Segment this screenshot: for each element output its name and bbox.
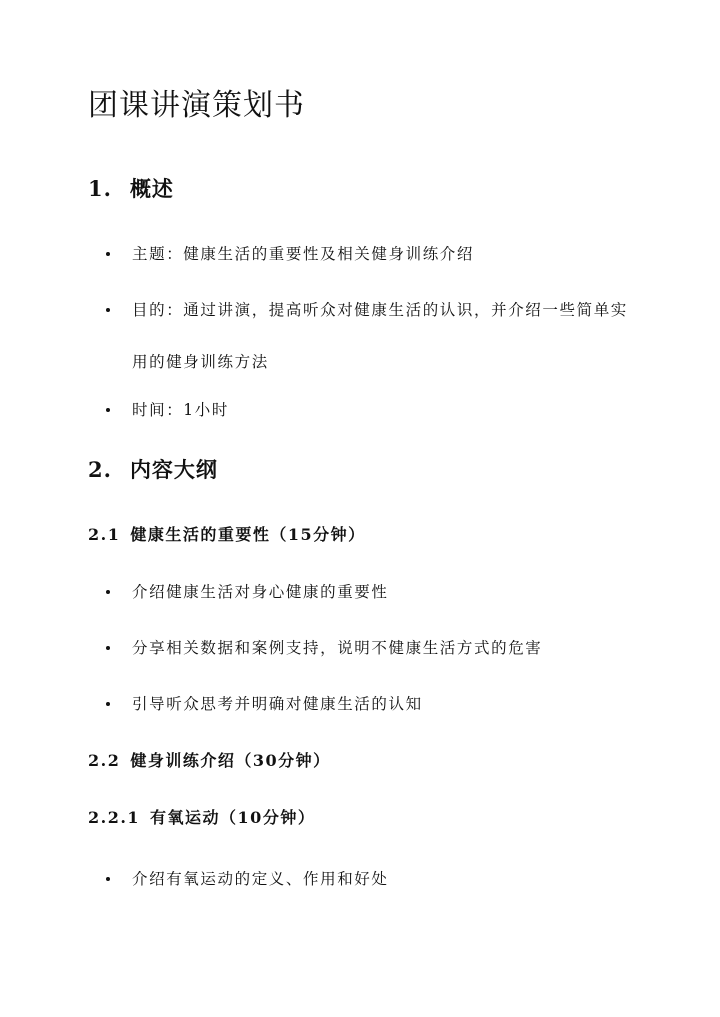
list-item-text: 目的：通过讲演，提高听众对健康生活的认识，并介绍一些简单实用的健身训练方法 <box>132 301 628 371</box>
list-item-text: 介绍有氧运动的定义、作用和好处 <box>132 870 389 888</box>
bullet-dot <box>106 252 110 256</box>
subsection-number: 2.2.1 <box>88 808 141 827</box>
subsection-heading-2-1 <box>88 522 366 548</box>
list-item-text: 介绍健康生活对身心健康的重要性 <box>132 583 389 601</box>
section-title: 概述 <box>129 176 174 201</box>
section-number: 1. <box>88 176 112 201</box>
list-item <box>106 566 642 618</box>
bullet-dot <box>106 590 110 594</box>
bullet-dot <box>106 308 110 312</box>
list-item <box>106 384 642 436</box>
subsection-heading-2-2 <box>88 748 331 774</box>
subsection-title: 健康生活的重要性（15分钟） <box>130 525 366 544</box>
list-item <box>106 284 642 388</box>
section-number: 2. <box>88 457 112 482</box>
bullet-dot <box>106 646 110 650</box>
subsection-title: 健身训练介绍（30分钟） <box>130 751 331 770</box>
subsection-title: 有氧运动（10分钟） <box>150 808 316 827</box>
list-item-text: 分享相关数据和案例支持，说明不健康生活方式的危害 <box>132 639 543 657</box>
list-item-text: 主题：健康生活的重要性及相关健身训练介绍 <box>132 245 475 263</box>
document-title: 团课讲演策划书 <box>88 88 305 123</box>
bullet-dot <box>106 702 110 706</box>
subsection-heading-2-2-1 <box>88 805 315 831</box>
list-item-text: 时间：1小时 <box>132 401 229 419</box>
section-heading-outline <box>88 455 218 485</box>
bullet-dot <box>106 877 110 881</box>
subsection-number: 2.2 <box>88 751 121 770</box>
list-item <box>106 228 642 280</box>
list-item <box>106 853 642 905</box>
list-item <box>106 678 642 730</box>
section-title: 内容大纲 <box>129 457 218 482</box>
section-heading-overview <box>88 174 174 204</box>
list-item <box>106 622 642 674</box>
list-item-text: 引导听众思考并明确对健康生活的认知 <box>132 695 423 713</box>
bullet-dot <box>106 408 110 412</box>
subsection-number: 2.1 <box>88 525 121 544</box>
